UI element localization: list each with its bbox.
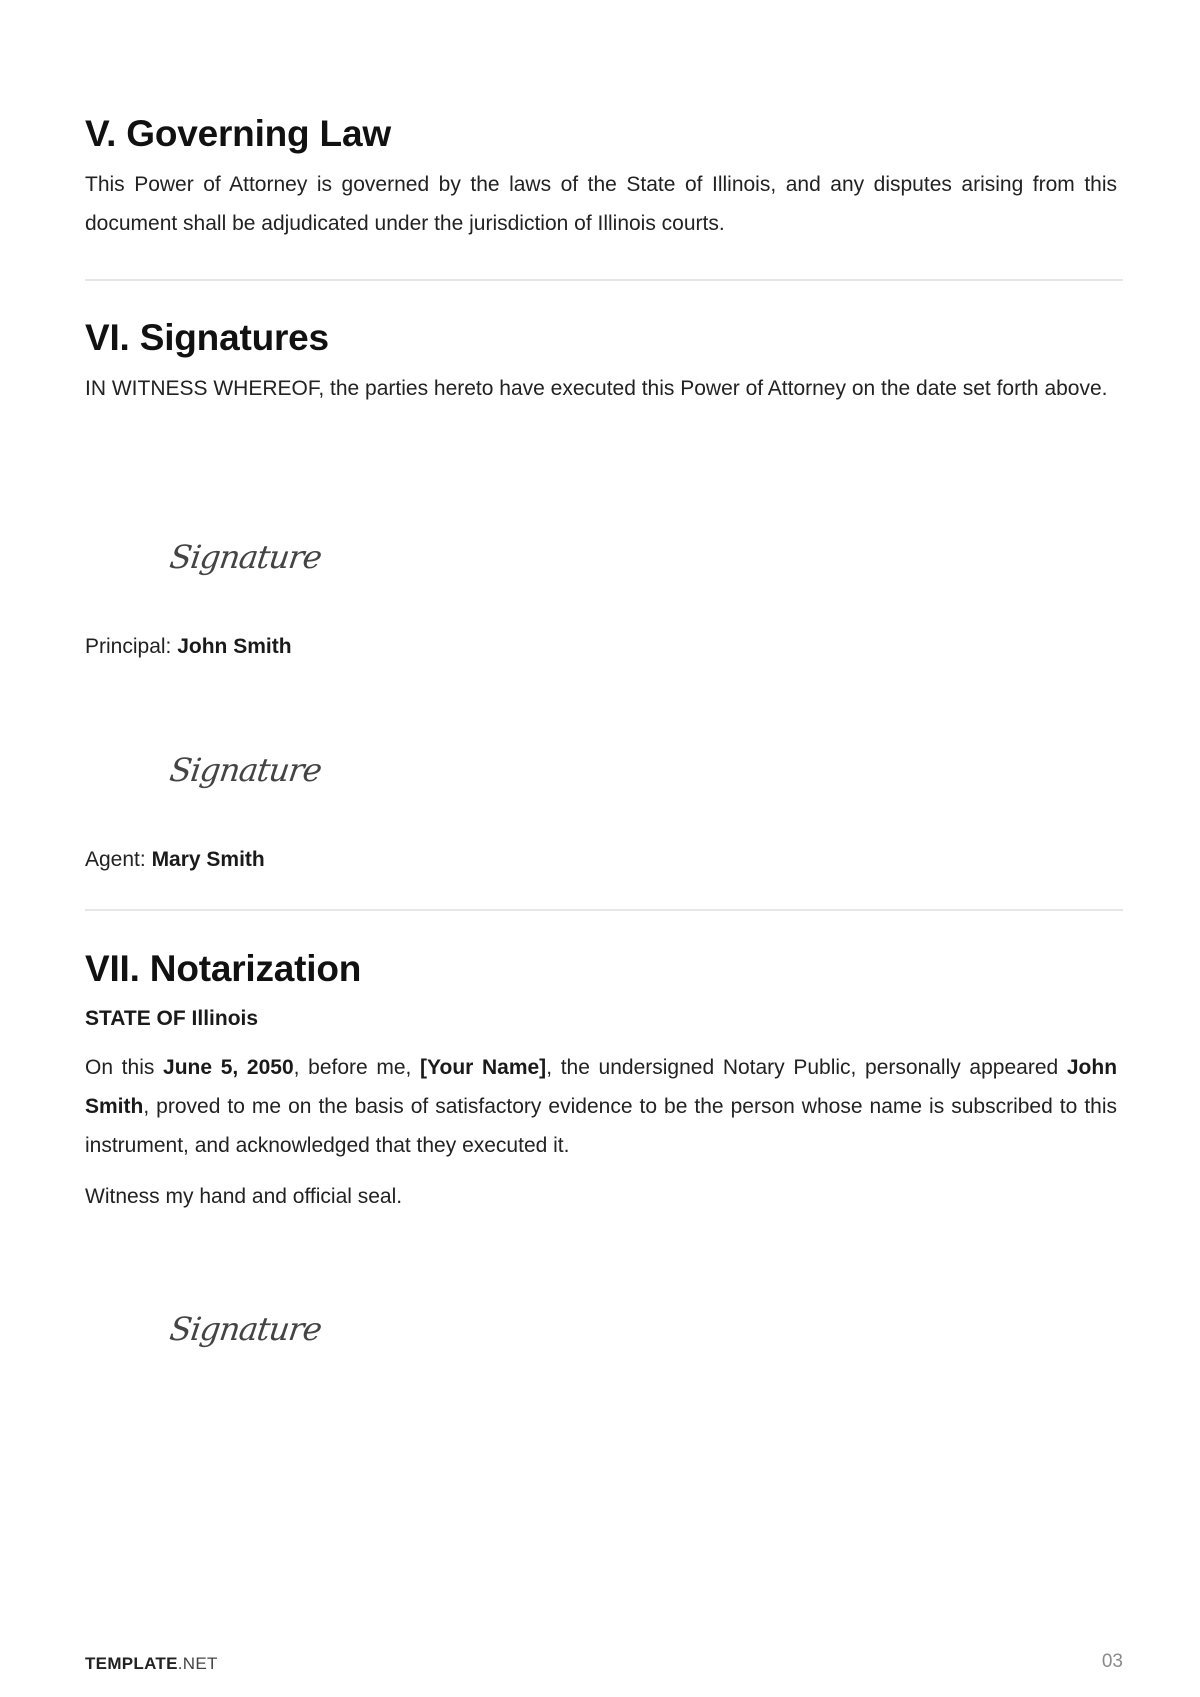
section-heading-notarization: VII. Notarization bbox=[85, 948, 362, 989]
agent-name: Mary Smith bbox=[151, 848, 265, 871]
notary-person-name: John Smith bbox=[85, 1056, 1118, 1118]
brand-bold: TEMPLATE bbox=[85, 1654, 178, 1673]
notary-text-part: , before me, bbox=[293, 1056, 421, 1079]
witness-line: Witness my hand and official seal. bbox=[85, 1185, 403, 1208]
notary-signature: Signature bbox=[167, 1310, 324, 1348]
agent-label: Agent: bbox=[85, 848, 146, 871]
notary-text-part: On this bbox=[85, 1056, 164, 1079]
section-divider bbox=[85, 909, 1123, 911]
notary-name-placeholder: [Your Name] bbox=[420, 1056, 547, 1079]
principal-line bbox=[85, 632, 292, 662]
footer-brand-logo bbox=[85, 1654, 218, 1674]
notary-text-part: , proved to me on the basis of satisfactory evidence to be the person whose name is subscribed to this instrument, and acknowledged that they executed it. bbox=[85, 1095, 1117, 1157]
agent-line bbox=[85, 845, 265, 875]
notarization-paragraph bbox=[85, 1048, 1117, 1165]
notary-text-part: , the undersigned Notary Public, personally appeared bbox=[546, 1056, 1067, 1079]
state-line: STATE OF Illinois bbox=[85, 1007, 259, 1030]
section-divider bbox=[85, 279, 1123, 281]
section-heading-governing-law: V. Governing Law bbox=[85, 113, 391, 154]
brand-light: .NET bbox=[177, 1654, 218, 1673]
section-notarization bbox=[85, 947, 1117, 1216]
section-governing-law bbox=[85, 112, 1117, 243]
principal-signature: Signature bbox=[167, 538, 324, 576]
notary-date: June 5, 2050 bbox=[163, 1056, 294, 1079]
page-number: 03 bbox=[1101, 1651, 1123, 1672]
signatures-paragraph: IN WITNESS WHEREOF, the parties hereto have executed this Power of Attorney on the date set forth above. bbox=[85, 377, 1108, 400]
agent-signature: Signature bbox=[167, 751, 324, 789]
section-signatures bbox=[85, 316, 1117, 408]
principal-name: John Smith bbox=[177, 635, 292, 658]
principal-label: Principal: bbox=[85, 635, 172, 658]
section-heading-signatures: VI. Signatures bbox=[85, 317, 329, 358]
governing-law-paragraph: This Power of Attorney is governed by the laws of the State of Illinois, and any disputes arising from this document shall be adjudicated under the jurisdiction of Illinois courts. bbox=[85, 173, 1117, 235]
